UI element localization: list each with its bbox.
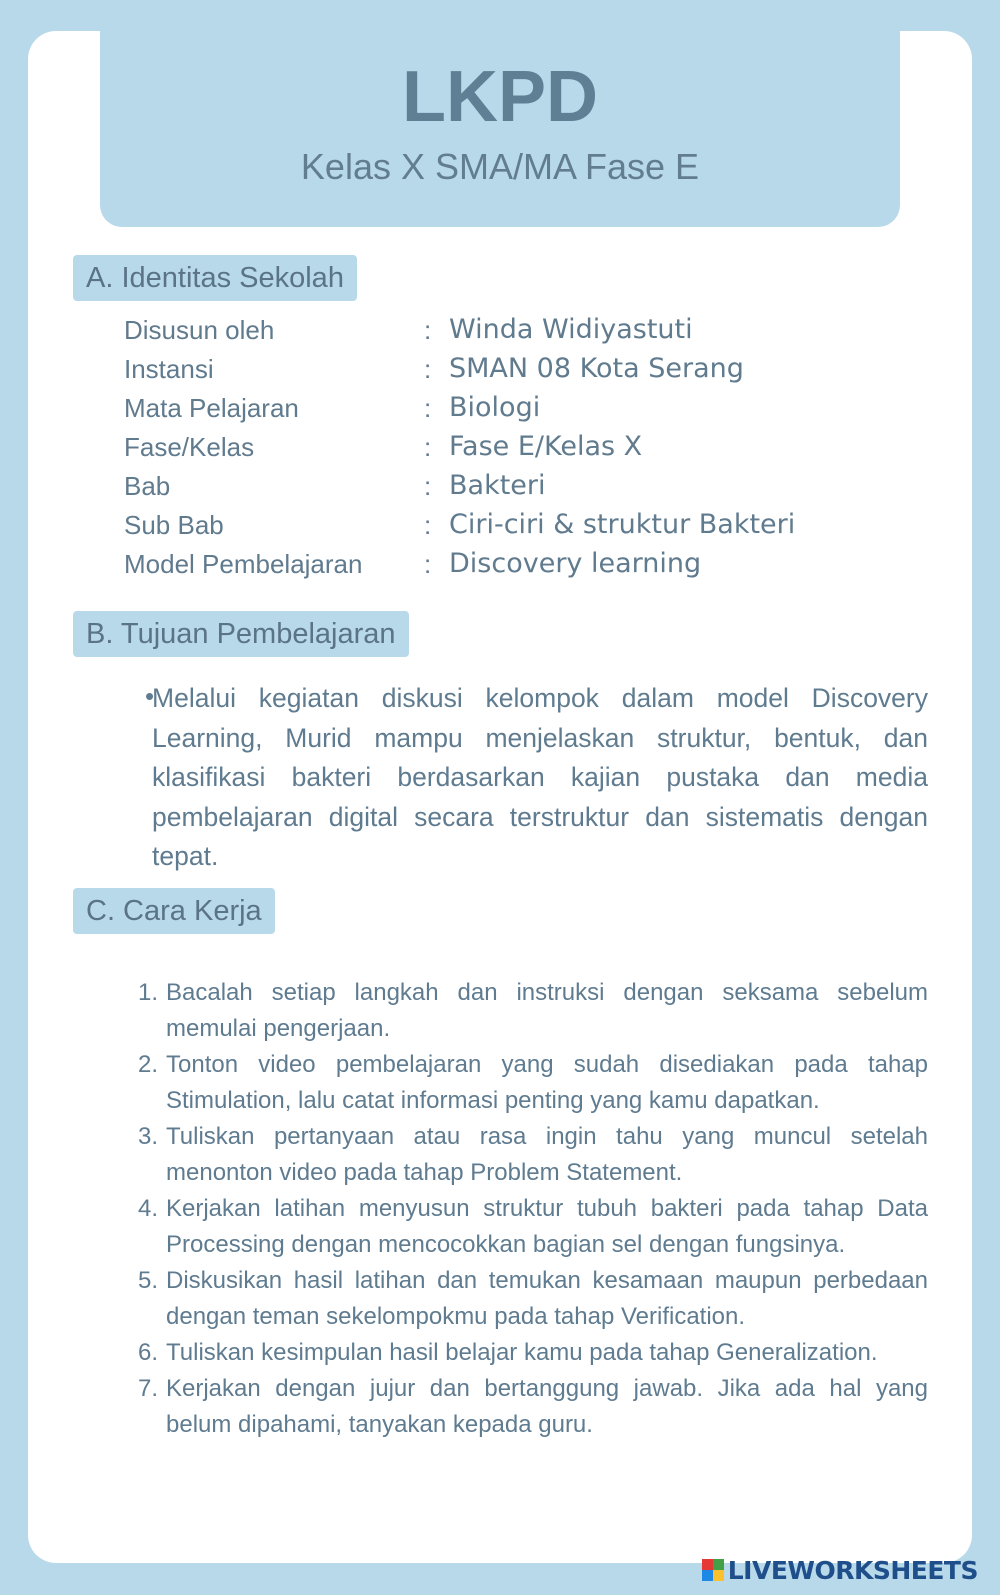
identitas-value: Bakteri (449, 470, 546, 501)
identitas-colon: : (424, 432, 432, 462)
logo-square (702, 1559, 713, 1570)
identitas-value: Discovery learning (449, 548, 702, 579)
identitas-colon: : (424, 315, 432, 345)
section-tujuan-label: B. Tujuan Pembelajaran (73, 611, 409, 657)
identitas-row (124, 429, 904, 465)
page-subtitle: Kelas X SMA/MA Fase E (300, 146, 700, 187)
identitas-row (124, 507, 904, 543)
page-title: LKPD (402, 57, 598, 137)
brand-watermark (702, 1555, 978, 1585)
step-number: 2. (138, 1051, 159, 1078)
logo-square (713, 1570, 724, 1581)
step-number: 4. (138, 1195, 159, 1222)
worksheet-header (100, 31, 900, 227)
identitas-key: Mata Pelajaran (124, 393, 299, 423)
identitas-key: Model Pembelajaran (124, 549, 363, 579)
identitas-key: Disusun oleh (124, 315, 275, 345)
identitas-value: Fase E/Kelas X (449, 431, 643, 462)
identitas-row (124, 312, 904, 348)
logo-square (702, 1570, 713, 1581)
identitas-row (124, 390, 904, 426)
identitas-value: SMAN 08 Kota Serang (449, 353, 744, 384)
step-number: 7. (138, 1375, 159, 1402)
identitas-colon: : (424, 393, 432, 423)
cara-kerja-item (138, 1263, 928, 1335)
identitas-value: Biologi (449, 392, 541, 423)
step-number: 1. (138, 979, 159, 1006)
identitas-key: Fase/Kelas (124, 432, 255, 462)
identitas-row (124, 468, 904, 504)
cara-kerja-item (138, 1119, 928, 1191)
bullet-icon: • (145, 681, 155, 711)
liveworksheets-logo-icon (702, 1559, 724, 1581)
identitas-colon: : (424, 510, 432, 540)
step-text: Tonton video pembelajaran yang sudah disediakan pada tahap Stimulation, lalu catat informasi penting yang kamu dapatkan. (166, 1051, 928, 1114)
identitas-value: Winda Widiyastuti (449, 314, 693, 345)
identitas-value: Ciri-ciri & struktur Bakteri (449, 509, 796, 540)
logo-square (713, 1559, 724, 1570)
identitas-colon: : (424, 354, 432, 384)
identitas-key: Sub Bab (124, 510, 224, 540)
cara-kerja-item (138, 1191, 928, 1263)
identitas-key: Instansi (124, 354, 214, 384)
step-number: 6. (138, 1339, 159, 1366)
cara-kerja-list (138, 975, 928, 1443)
cara-kerja-item (138, 1047, 928, 1119)
section-identitas-label: A. Identitas Sekolah (73, 255, 357, 301)
step-text: Bacalah setiap langkah dan instruksi dengan seksama sebelum memulai pengerjaan. (166, 979, 928, 1042)
identitas-colon: : (424, 549, 432, 579)
step-text: Kerjakan dengan jujur dan bertanggung jawab. Jika ada hal yang belum dipahami, tanyakan kepada guru. (166, 1375, 928, 1438)
identitas-row (124, 351, 904, 387)
worksheet-card (28, 31, 972, 1563)
brand-name: LIVEWORKSHEETS (727, 1555, 978, 1585)
step-text: Diskusikan hasil latihan dan temukan kesamaan maupun perbedaan dengan teman sekelompokmu pada tahap Verification. (166, 1267, 928, 1330)
step-number: 5. (138, 1267, 159, 1294)
section-cara-kerja-label: C. Cara Kerja (73, 888, 275, 934)
tujuan-text: Melalui kegiatan diskusi kelompok dalam model Discovery Learning, Murid mampu menjelaskan struktur, bentuk, dan klasifikasi bakteri berdasarkan kajian pustaka dan media pembelajaran digital secara terstruktur dan sistematis dengan tepat. (152, 683, 928, 871)
step-text: Tuliskan kesimpulan hasil belajar kamu pada tahap Generalization. (166, 1339, 878, 1366)
identitas-row (124, 546, 904, 582)
cara-kerja-item (138, 1335, 928, 1371)
step-text: Kerjakan latihan menyusun struktur tubuh bakteri pada tahap Data Processing dengan mencocokkan bagian sel dengan fungsinya. (166, 1195, 928, 1258)
cara-kerja-item (138, 1371, 928, 1443)
step-number: 3. (138, 1123, 159, 1150)
cara-kerja-item (138, 975, 928, 1047)
identitas-key: Bab (124, 471, 171, 501)
identitas-colon: : (424, 471, 432, 501)
step-text: Tuliskan pertanyaan atau rasa ingin tahu yang muncul setelah menonton video pada tahap Problem Statement. (166, 1123, 928, 1186)
